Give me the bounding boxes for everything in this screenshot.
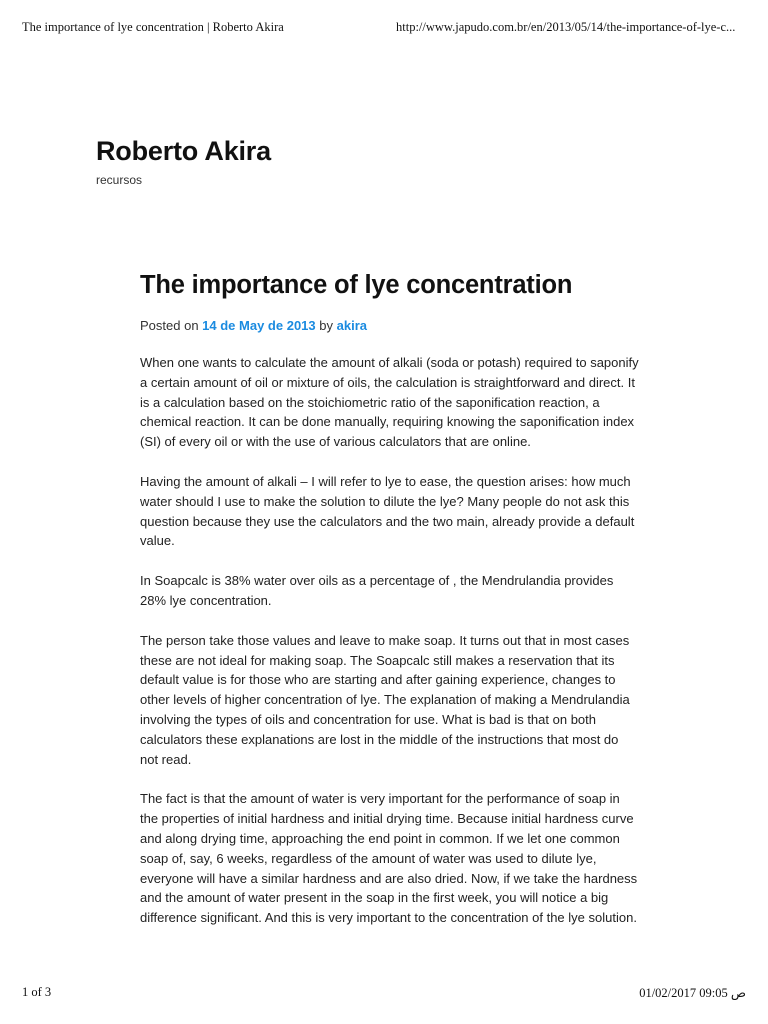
article <box>140 268 640 948</box>
author-link[interactable]: akira <box>336 318 367 333</box>
paragraph: The person take those values and leave to make soap. It turns out that in most cases these are not ideal for making soap. The Soapcalc still makes a reservation that its default value is for those who are starting and after gaining experience, changes to other levels of higher concentration of lye. The explanation of making a Mendrulandia involving the types of oils and concentration for use. What is bad is that on both calculators these explanations are lost in the middle of the instructions that most do not read. <box>140 632 630 767</box>
site-title[interactable]: Roberto Akira <box>96 136 271 166</box>
post-date-link[interactable]: 14 de May de 2013 <box>202 318 316 333</box>
print-page-url: http://www.japudo.com.br/en/2013/05/14/the-importance-of-lye-c... <box>396 20 736 34</box>
entry-content <box>140 353 640 928</box>
paragraph: The fact is that the amount of water is very important for the performance of soap in the properties of initial hardness and initial drying time. Because initial hardness curve and along drying time, approaching the end point in common. If we let one common soap of, say, 6 weeks, regardless of the amount of water was used to dilute lye, everyone will have a similar hardness and are also dried. Now, if we take the hardness and the amount of water present in the soap in the first week, you will notice a big difference significant. And this is very important to the concentration of the lye solution. <box>140 791 638 926</box>
entry-title: The importance of lye concentration <box>140 271 573 299</box>
page-number: 1 of 3 <box>22 985 52 999</box>
print-page-title: The importance of lye concentration | Roberto Akira <box>22 20 284 34</box>
by-label: by <box>319 318 333 333</box>
print-datetime: 01/02/2017 09:05 ص <box>639 986 746 1000</box>
site-header <box>96 134 271 187</box>
paragraph: When one wants to calculate the amount of alkali (soda or potash) required to saponify a certain amount of oil or mixture of oils, the calculation is straightforward and direct. It is a calculation based on the stoichiometric ratio of the saponification reaction, a chemical reaction. It can be done manually, requiring knowing the saponification index (SI) of every oil or with the use of various calculators that are online. <box>140 355 639 450</box>
site-description: recursos <box>96 173 143 187</box>
entry-meta <box>140 317 640 335</box>
paragraph: In Soapcalc is 38% water over oils as a percentage of , the Mendrulandia provides 28% lye concentration. <box>140 573 614 608</box>
posted-on-label: Posted on <box>140 318 199 333</box>
paragraph: Having the amount of alkali – I will refer to lye to ease, the question arises: how much water should I use to make the solution to dilute the lye? Many people do not ask this question because they use the calculators and the two main, already provide a default value. <box>140 473 635 549</box>
print-header <box>22 20 746 38</box>
